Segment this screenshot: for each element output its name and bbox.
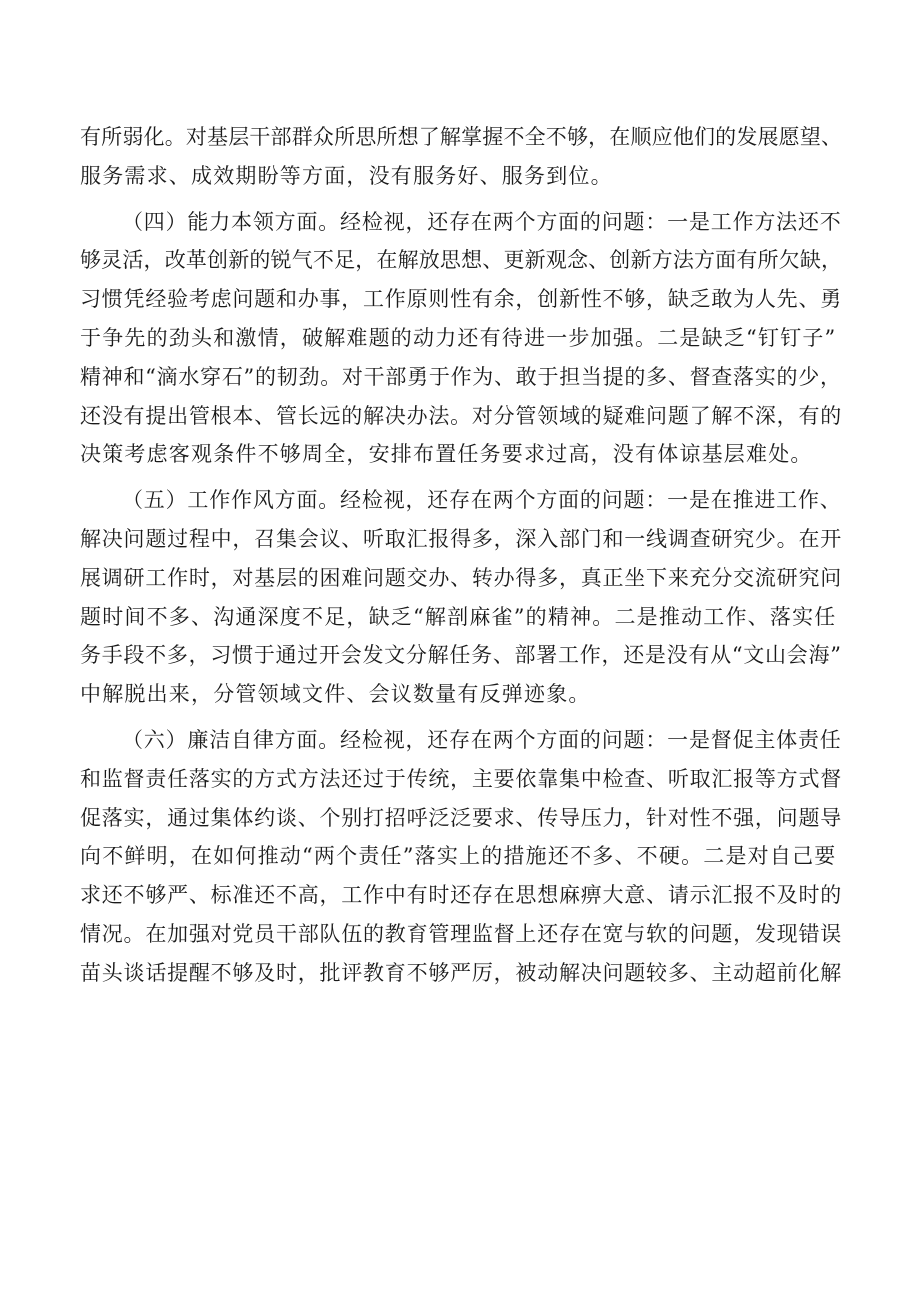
paragraph-continued bbox=[80, 118, 842, 196]
text-line: 展调研工作时，对基层的困难问题交办、转办得多，真正坐下来充分交流研究问 bbox=[80, 565, 842, 590]
text-line: （五）工作作风方面。经检视，还存在两个方面的问题：一是在推进工作、 bbox=[122, 488, 842, 513]
paragraph-style bbox=[80, 481, 842, 714]
text-line: 中解脱出来，分管领域文件、会议数量有反弹迹象。 bbox=[80, 682, 591, 707]
text-line: 解决问题过程中，召集会议、听取汇报得多，深入部门和一线调查研究少。在开 bbox=[80, 526, 842, 551]
text-line: 题时间不多、沟通深度不足，缺乏“解剖麻雀”的精神。二是推动工作、落实任 bbox=[80, 604, 837, 629]
text-line: 情况。在加强对党员干部队伍的教育管理监督上还存在宽与软的问题，发现错误 bbox=[80, 921, 842, 946]
text-line: 够灵活，改革创新的锐气不足，在解放思想、更新观念、创新方法方面有所欠缺， bbox=[80, 248, 843, 273]
text-line: 还没有提出管根本、管长远的解决办法。对分管领域的疑难问题了解不深，有的 bbox=[80, 403, 842, 428]
text-line: 务手段不多，习惯于通过开会发文分解任务、部署工作，还是没有从“文山会海” bbox=[80, 643, 842, 668]
paragraph-integrity bbox=[80, 721, 842, 993]
text-line: （四）能力本领方面。经检视，还存在两个方面的问题：一是工作方法还不 bbox=[122, 209, 842, 234]
text-line: 服务需求、成效期盼等方面，没有服务好、服务到位。 bbox=[80, 163, 613, 188]
text-line: 向不鲜明，在如何推动“两个责任”落实上的措施还不多、不硬。二是对自己要 bbox=[80, 844, 837, 869]
text-line: 促落实，通过集体约谈、个别打招呼泛泛要求、传导压力，针对性不强，问题导 bbox=[80, 805, 842, 830]
paragraph-ability bbox=[80, 203, 842, 475]
text-line: 精神和“滴水穿石”的韧劲。对干部勇于作为、敢于担当提的多、督查落实的少， bbox=[80, 364, 842, 389]
text-line: 求还不够严、标准还不高，工作中有时还存在思想麻痹大意、请示汇报不及时的 bbox=[80, 883, 842, 908]
text-line: 习惯凭经验考虑问题和办事，工作原则性有余，创新性不够，缺乏敢为人先、勇 bbox=[80, 287, 842, 312]
text-line: 决策考虑客观条件不够周全，安排布置任务要求过高，没有体谅基层难处。 bbox=[80, 442, 813, 467]
text-line: 苗头谈话提醒不够及时，批评教育不够严厉，被动解决问题较多、主动超前化解 bbox=[80, 960, 842, 985]
text-line: 于争先的劲头和激情，破解难题的动力还有待进一步加强。二是缺乏“钉钉子” bbox=[80, 325, 837, 350]
text-line: 和监督责任落实的方式方法还过于传统，主要依靠集中检查、听取汇报等方式督 bbox=[80, 766, 842, 791]
text-line: 有所弱化。对基层干部群众所思所想了解掌握不全不够，在顺应他们的发展愿望、 bbox=[80, 125, 843, 149]
text-line: （六）廉洁自律方面。经检视，还存在两个方面的问题：一是督促主体责任 bbox=[122, 727, 842, 752]
